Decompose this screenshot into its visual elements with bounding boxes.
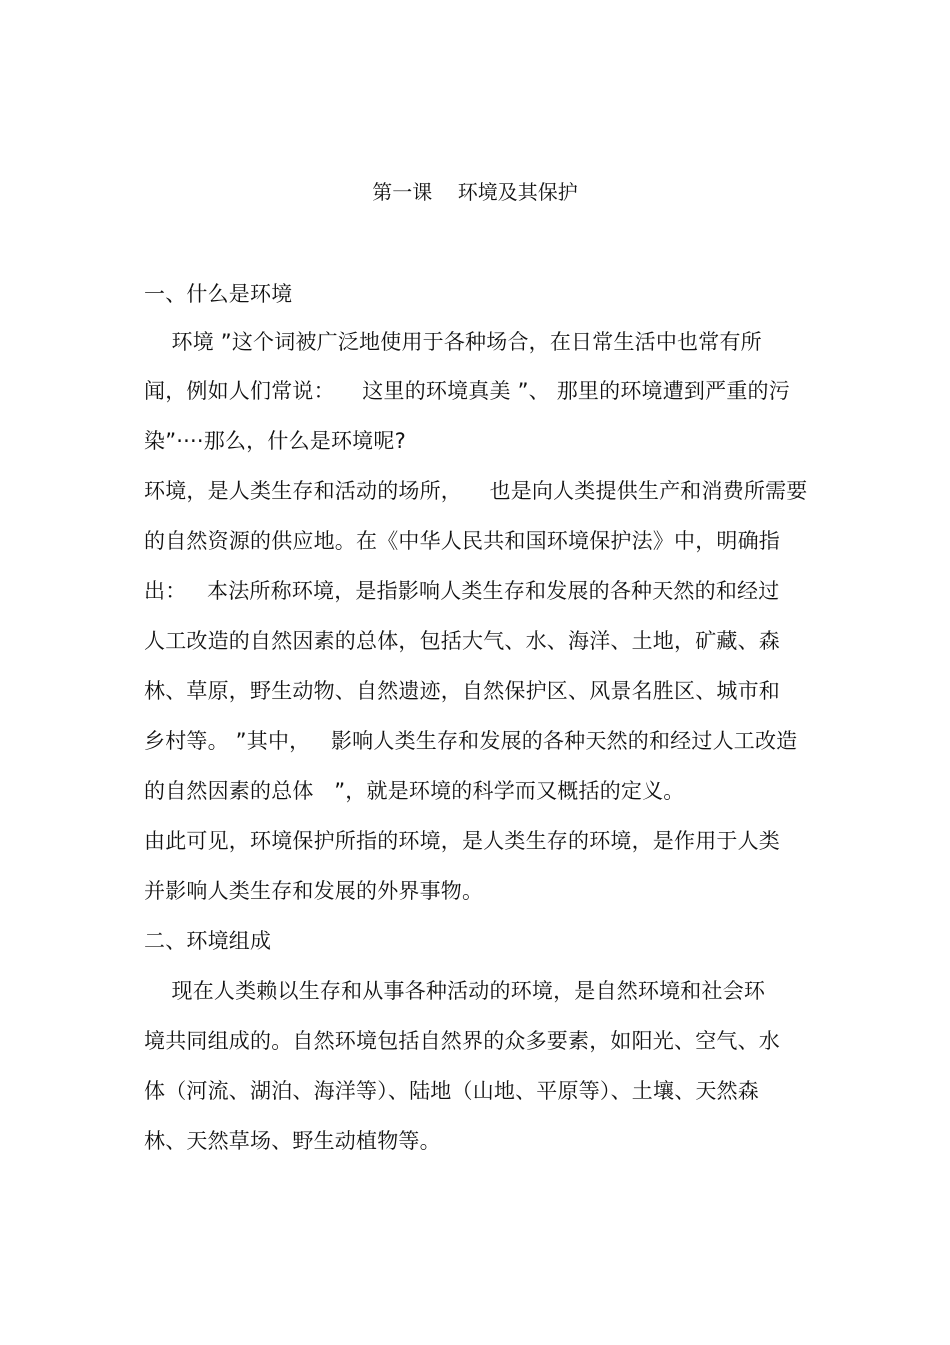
paragraph-line: 环境 ”这个词被广泛地使用于各种场合，在日常生活中也常有所: [144, 330, 762, 354]
paragraph-line: 乡村等。 ”其中， 影响人类生存和发展的各种天然的和经过人工改造: [144, 729, 798, 753]
paragraph-line: 闻，例如人们常说： 这里的环境真美 ”、 那里的环境遭到严重的污: [144, 379, 790, 403]
section-heading-2: 二、环境组成: [144, 929, 272, 953]
paragraph-line: 染”····那么，什么是环境呢?: [144, 429, 406, 453]
paragraph-line: 境共同组成的。自然环境包括自然界的众多要素，如阳光、空气、水: [144, 1029, 780, 1053]
paragraph-line: 并影响人类生存和发展的外界事物。: [144, 879, 484, 903]
paragraph-line: 的自然因素的总体 ”，就是环境的科学而又概括的定义。: [144, 779, 685, 803]
paragraph-line: 人工改造的自然因素的总体，包括大气、水、海洋、土地，矿藏、森: [144, 629, 780, 653]
paragraph-line: 环境，是人类生存和活动的场所， 也是向人类提供生产和消费所需要: [144, 479, 808, 503]
section-heading-1: 一、什么是环境: [144, 282, 293, 306]
paragraph-line: 现在人类赖以生存和从事各种活动的环境，是自然环境和社会环: [144, 979, 766, 1003]
paragraph-line: 出： 本法所称环境，是指影响人类生存和发展的各种天然的和经过: [144, 579, 780, 603]
paragraph-line: 林、天然草场、野生动植物等。: [144, 1129, 441, 1153]
paragraph-line: 体（河流、湖泊、海洋等）、陆地（山地、平原等）、土壤、天然森: [144, 1079, 759, 1103]
paragraph-line: 的自然资源的供应地。在《中华人民共和国环境保护法》中，明确指: [144, 529, 780, 553]
paragraph-line: 林、草原，野生动物、自然遗迹，自然保护区、风景名胜区、城市和: [144, 679, 780, 703]
paragraph-line: 由此可见，环境保护所指的环境，是人类生存的环境，是作用于人类: [144, 829, 780, 853]
page-title: 第一课 环境及其保护: [372, 180, 578, 204]
